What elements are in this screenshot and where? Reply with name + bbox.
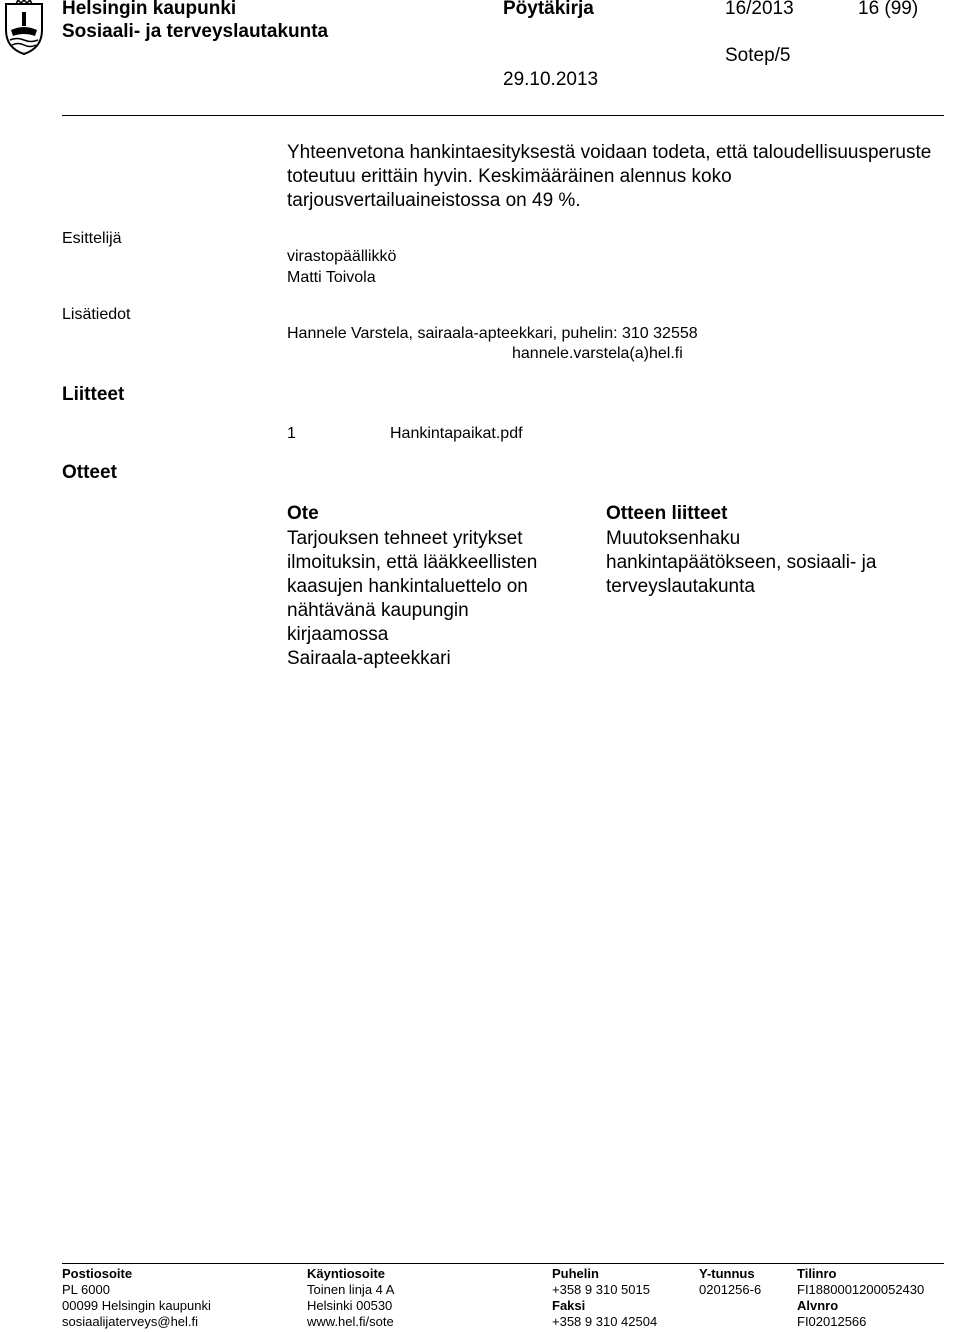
section-code: Sotep/5 — [725, 45, 791, 66]
footer-vat-number: FI02012566 — [797, 1314, 867, 1329]
city-crest-logo — [2, 0, 46, 56]
contact-email[interactable]: hannele.varstela(a)hel.fi — [512, 345, 683, 362]
excerpts-label: Otteet — [62, 462, 117, 483]
footer-visit-street: Toinen linja 4 A — [307, 1282, 395, 1297]
excerpt-header: Ote — [287, 503, 319, 524]
meeting-date: 29.10.2013 — [503, 69, 599, 90]
excerpt-attachment-line: hankintapäätökseen, sosiaali- ja — [606, 552, 877, 573]
info-label: Lisätiedot — [62, 306, 131, 323]
attachment-number: 1 — [287, 425, 296, 442]
footer-account-number: FI1880001200052430 — [797, 1282, 925, 1297]
footer-phone: +358 9 310 5015 — [552, 1282, 650, 1297]
excerpt-line: Sairaala-apteekkari — [287, 648, 451, 669]
excerpt-line: ilmoituksin, että lääkkeellisten — [287, 552, 538, 573]
footer-email[interactable]: sosiaalijaterveys@hel.fi — [62, 1314, 199, 1329]
footer-fax: +358 9 310 42504 — [552, 1314, 658, 1329]
footer-website[interactable]: www.hel.fi/sote — [307, 1314, 394, 1329]
attachments-label: Liitteet — [62, 384, 125, 405]
contact-line: Hannele Varstela, sairaala-apteekkari, puhelin: 310 32558 — [287, 325, 698, 342]
summary-paragraph: Yhteenvetona hankintaesityksestä voidaan todeta, että taloudellisuusperuste toteutuu erittäin hyvin. Keskimääräinen alennus koko tarjousvertailuaineistossa on 49 %. — [287, 142, 932, 211]
presenter-title: virastopäällikkö — [287, 248, 397, 265]
document-number: 16/2013 — [725, 0, 794, 19]
committee-name: Sosiaali- ja terveyslautakunta — [62, 21, 329, 42]
footer-vat-label: Alvnro — [797, 1298, 839, 1313]
footer-business-id: 0201256-6 — [699, 1282, 762, 1297]
footer-phone-label: Puhelin — [552, 1266, 599, 1281]
footer-postal-label: Postiosoite — [62, 1266, 133, 1281]
presenter-label: Esittelijä — [62, 230, 122, 247]
footer-postal-city: 00099 Helsingin kaupunki — [62, 1298, 211, 1313]
footer-account-label: Tilinro — [797, 1266, 837, 1281]
excerpt-line: kaasujen hankintaluettelo on — [287, 576, 528, 597]
excerpt-attachment-line: terveyslautakunta — [606, 576, 755, 597]
footer-business-id-label: Y-tunnus — [699, 1266, 755, 1281]
footer-visit-label: Käyntiosoite — [307, 1266, 386, 1281]
attachment-link[interactable]: Hankintapaikat.pdf — [390, 425, 523, 442]
excerpt-line: kirjaamossa — [287, 624, 389, 645]
excerpt-attachment-line: Muutoksenhaku — [606, 528, 741, 549]
document-type: Pöytäkirja — [503, 0, 594, 19]
excerpt-attachments-header: Otteen liitteet — [606, 503, 728, 524]
footer-visit-city: Helsinki 00530 — [307, 1298, 393, 1313]
organization-name: Helsingin kaupunki — [62, 0, 237, 19]
header-divider — [62, 115, 944, 116]
excerpt-line: nähtävänä kaupungin — [287, 600, 469, 621]
footer-fax-label: Faksi — [552, 1298, 586, 1313]
excerpt-line: Tarjouksen tehneet yritykset — [287, 528, 523, 549]
footer-postal-box: PL 6000 — [62, 1282, 110, 1297]
presenter-name: Matti Toivola — [287, 269, 376, 286]
page-number: 16 (99) — [858, 0, 919, 19]
footer-divider — [62, 1263, 944, 1264]
